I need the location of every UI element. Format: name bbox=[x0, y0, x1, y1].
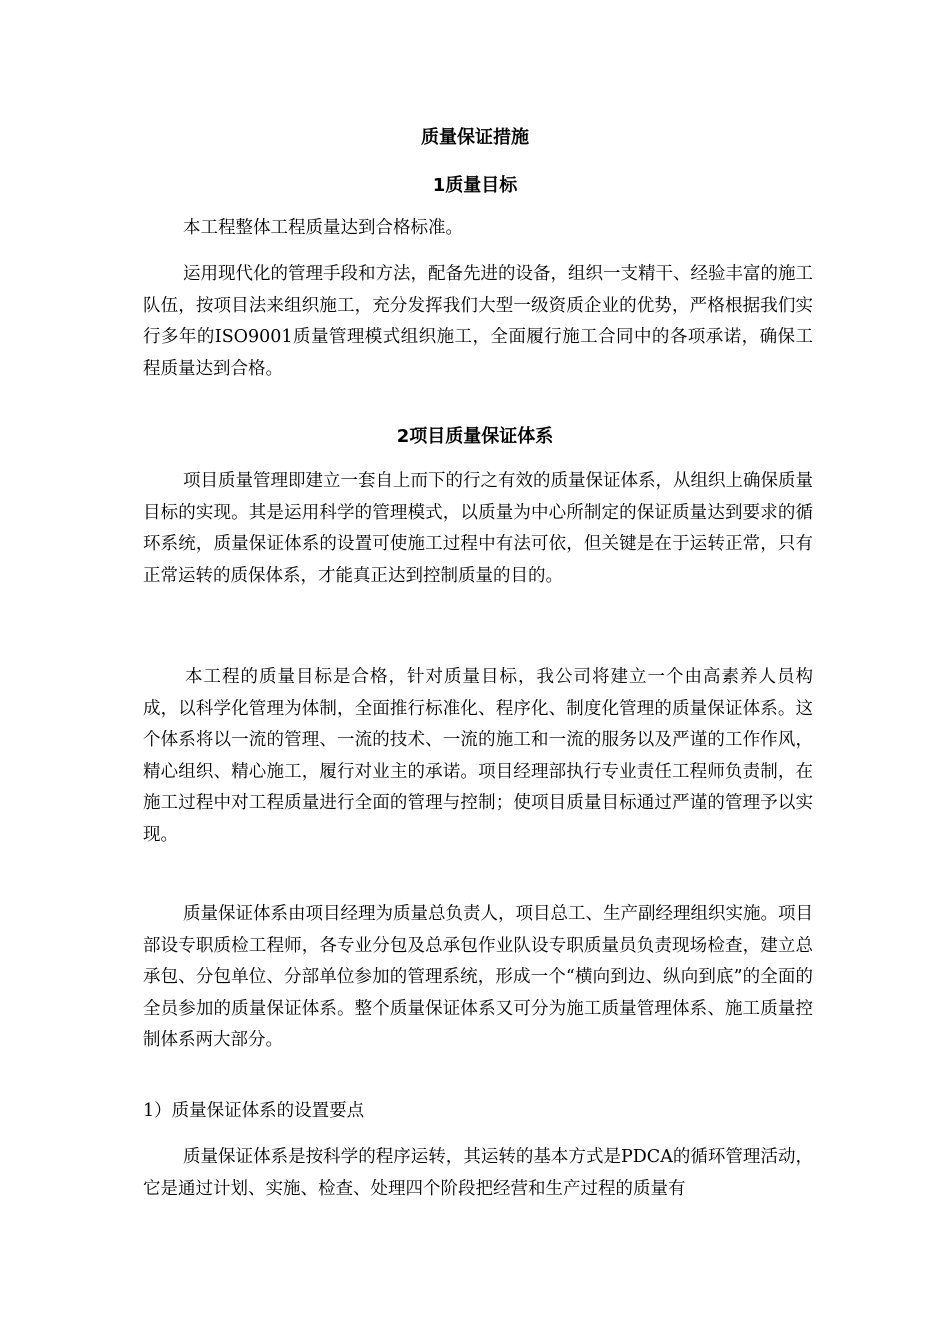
paragraph: 本工程整体工程质量达到合格标准。 bbox=[183, 218, 463, 238]
section-heading-quality-goal: 1质量目标 bbox=[432, 175, 518, 196]
subheading: 1）质量保证体系的设置要点 bbox=[143, 1101, 365, 1121]
document-title: 质量保证措施 bbox=[421, 127, 529, 148]
paragraph: 质量保证体系由项目经理为质量总负责人，项目总工、生产副经理组织实施。项目部设专职质检工程师，各专业分包及总承包作业队设专职质量员负责现场检查，建立总承包、分包单位、分部单位参加的管理系统，形成一个“横向到边、纵向到底”的全面的全员参加的质量保证体系。整个质量保证体系又可分为施工质量管理体系、施工质量控制体系两大部分。 bbox=[143, 904, 813, 1050]
paragraph: 本工程的质量目标是合格，针对质量目标，我公司将建立一个由高素养人员构成，以科学化管理为体制，全面推行标准化、程序化、制度化管理的质量保证体系。这个体系将以一流的管理、一流的技术、一流的施工和一流的服务以及严谨的工作作风，精心组织、精心施工，履行对业主的承诺。项目经理部执行专业责任工程师负责制，在施工过程中对工程质量进行全面的管理与控制；使项目质量目标通过严谨的管理予以实现。 bbox=[143, 667, 813, 845]
section-heading-quality-system: 2项目质量保证体系 bbox=[396, 426, 554, 447]
paragraph: 项目质量管理即建立一套自上而下的行之有效的质量保证体系，从组织上确保质量目标的实现。其是运用科学的管理模式，以质量为中心所制定的保证质量达到要求的循环系统，质量保证体系的设置可使施工过程中有法可依，但关键是在于运转正常，只有正常运转的质保体系，才能真正达到控制质量的目的。 bbox=[143, 471, 813, 586]
paragraph: 运用现代化的管理手段和方法，配备先进的设备，组织一支精干、经验丰富的施工队伍，按项目法来组织施工，充分发挥我们大型一级资质企业的优势，严格根据我们实行多年的ISO9001质量管理模式组织施工，全面履行施工合同中的各项承诺，确保工程质量达到合格。 bbox=[143, 264, 813, 379]
paragraph: 质量保证体系是按科学的程序运转，其运转的基本方式是PDCA的循环管理活动，它是通过计划、实施、检查、处理四个阶段把经营和生产过程的质量有 bbox=[143, 1147, 813, 1199]
